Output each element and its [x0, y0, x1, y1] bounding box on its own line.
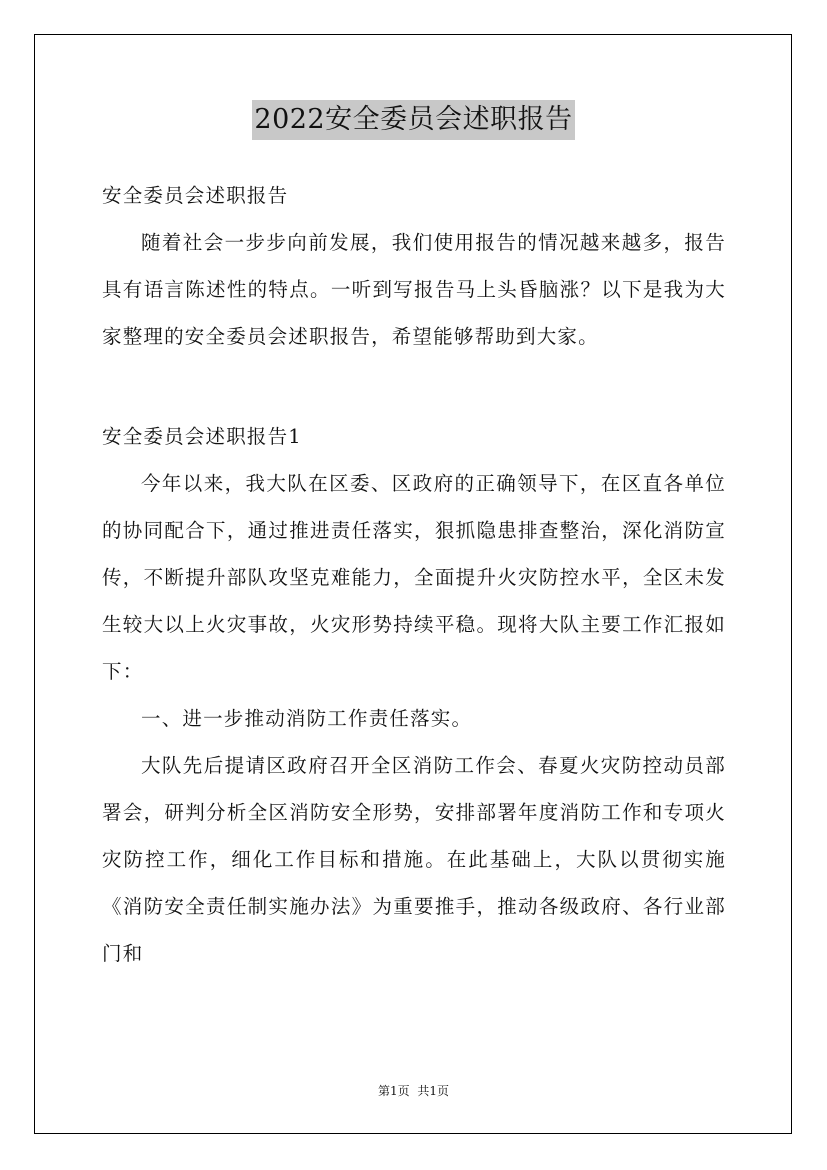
document-body — [102, 172, 726, 977]
intro-paragraph: 随着社会一步步向前发展，我们使用报告的情况越来越多，报告具有语言陈述性的特点。一听到写报告马上头昏脑涨？以下是我为大家整理的安全委员会述职报告，希望能够帮助到大家。 — [102, 231, 726, 348]
body-paragraph: 今年以来，我大队在区委、区政府的正确领导下，在区直各单位的协同配合下，通过推进责任落实，狠抓隐患排查整治，深化消防宣传，不断提升部队攻坚克难能力，全面提升火灾防控水平，全区未发生较大以上火灾事故，火灾形势持续平稳。现将大队主要工作汇报如下： — [102, 472, 726, 683]
body-paragraph: 一、进一步推动消防工作责任落实。 — [141, 707, 473, 730]
blank-line — [102, 360, 726, 407]
section-heading: 安全委员会述职报告1 — [102, 425, 302, 448]
document-subtitle: 安全委员会述职报告 — [102, 184, 289, 207]
title-container — [0, 100, 827, 140]
document-title: 2022安全委员会述职报告 — [252, 100, 574, 140]
page-number: 第1页 共1页 — [377, 1084, 450, 1098]
page-footer — [0, 1083, 827, 1099]
body-paragraph: 大队先后提请区政府召开全区消防工作会、春夏火灾防控动员部署会，研判分析全区消防安全形势，安排部署年度消防工作和专项火灾防控工作，细化工作目标和措施。在此基础上，大队以贯彻实施《消防安全责任制实施办法》为重要推手，推动各级政府、各行业部门和 — [102, 754, 726, 965]
